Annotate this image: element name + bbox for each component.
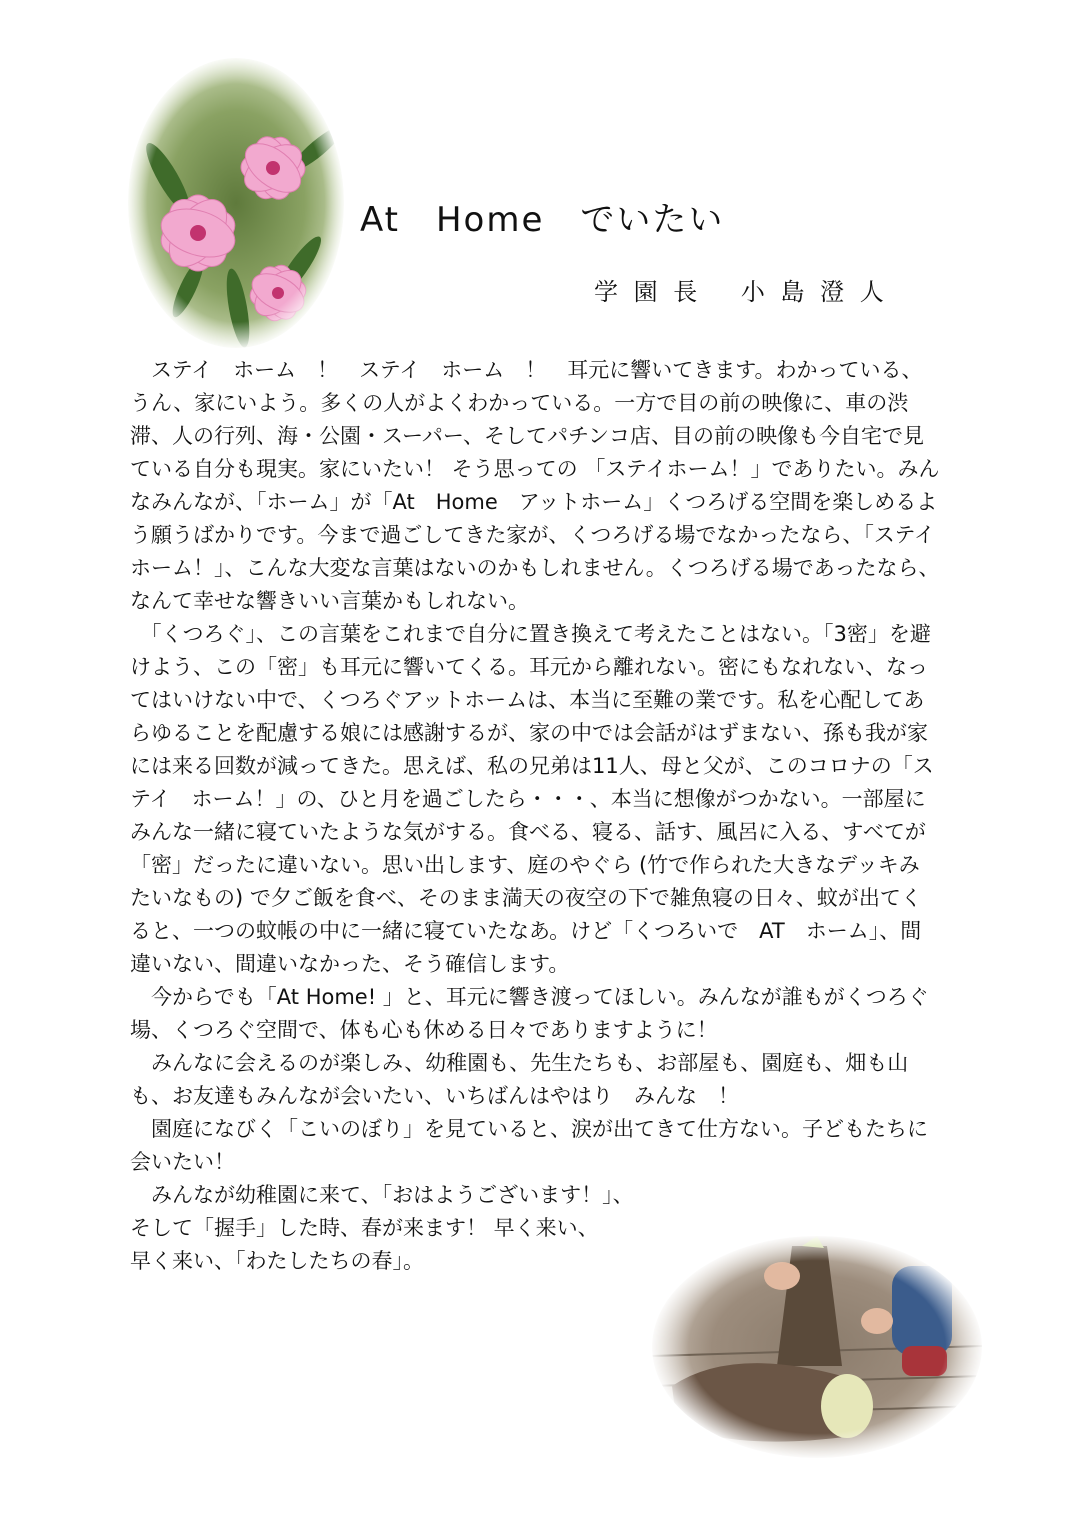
author-line: 学 園 長 小 島 澄 人: [594, 278, 888, 306]
paragraph: 「くつろぐ」、この言葉をこれまで自分に置き換えて考えたことはない。「3密」を避けよう、この「密」も耳元に響いてくる。耳元から離れない。密にもなれない、なってはいけない中で、くつろぐアットホームは、本当に至難の業です。私を心配してあらゆることを配慮する娘には感謝するが、家の中では会話がはずまない、孫も我が家には来る回数が減ってきた。思えば、私の兄弟は11人、母と父が、このコロナの「ステイ ホーム！」の、ひと月を過ごしたら・・・、本当に想像がつかない。一部屋にみんな一緒に寝ていたような気がする。食べる、寝る、話す、風呂に入る、すべてが「密」だったに違いない。思い出します、庭のやぐら (竹で作られた大きなデッキみたいなもの) で夕ご飯を食べ、そのまま満天の夜空の下で雑魚寝の日々、蚊が出てくると、一つの蚊帳の中に一緒に寝ていたなあ。けど「くつろいで AT ホーム」、間違いない、間違いなかった、そう確信します。: [130, 622, 934, 976]
paragraph: みんなに会えるのが楽しみ、幼稚園も、先生たちも、お部屋も、園庭も、畑も山も、お友達もみんなが会いたい、いちばんはやはり みんな ！: [130, 1051, 909, 1108]
closing-paragraph: [130, 1179, 670, 1278]
closing-line: 早く来い、「わたしたちの春」。: [130, 1249, 424, 1273]
bamboo-shoot-photo: [652, 1236, 982, 1458]
closing-line: そして「握手」した時、春が来ます！ 早く来い、: [130, 1216, 599, 1240]
paragraph: 園庭になびく「こいのぼり」を見ていると、涙が出てきて仕方ない。子どもたちに会いたい！: [130, 1117, 928, 1174]
page-title: At Home でいたい: [360, 200, 725, 240]
article-body: [130, 354, 956, 1278]
bamboo-shoot-illustration: [652, 1236, 982, 1458]
azalea-flower-photo: [128, 58, 344, 348]
paragraph: ステイ ホーム ！ ステイ ホーム ！ 耳元に響いてきます。わかっている、うん、家にいよう。多くの人がよくわかっている。一方で目の前の映像に、車の渋滞、人の行列、海・公園・スーパー、そしてパチンコ店、目の前の映像も今自宅で見ている自分も現実。家にいたい！ そう思っての 「ステイホーム！」でありたい。みんなみんなが、「ホーム」が「At Home アットホーム」くつろげる空間を楽しめるよう願うばかりです。今まで過ごしてきた家が、くつろげる場でなかったなら、「ステイ ホーム！」、こんな大変な言葉はないのかもしれません。くつろげる場であったなら、なんて幸せな響きいい言葉かもしれない。: [130, 358, 956, 613]
azalea-illustration: [128, 58, 344, 348]
paragraph: 今からでも「At Home! 」と、耳元に響き渡ってほしい。みんなが誰もがくつろぐ場、くつろぐ空間で、体も心も休める日々でありますように！: [130, 985, 929, 1042]
closing-line: みんなが幼稚園に来て、「おはようございます！」、: [130, 1183, 634, 1207]
